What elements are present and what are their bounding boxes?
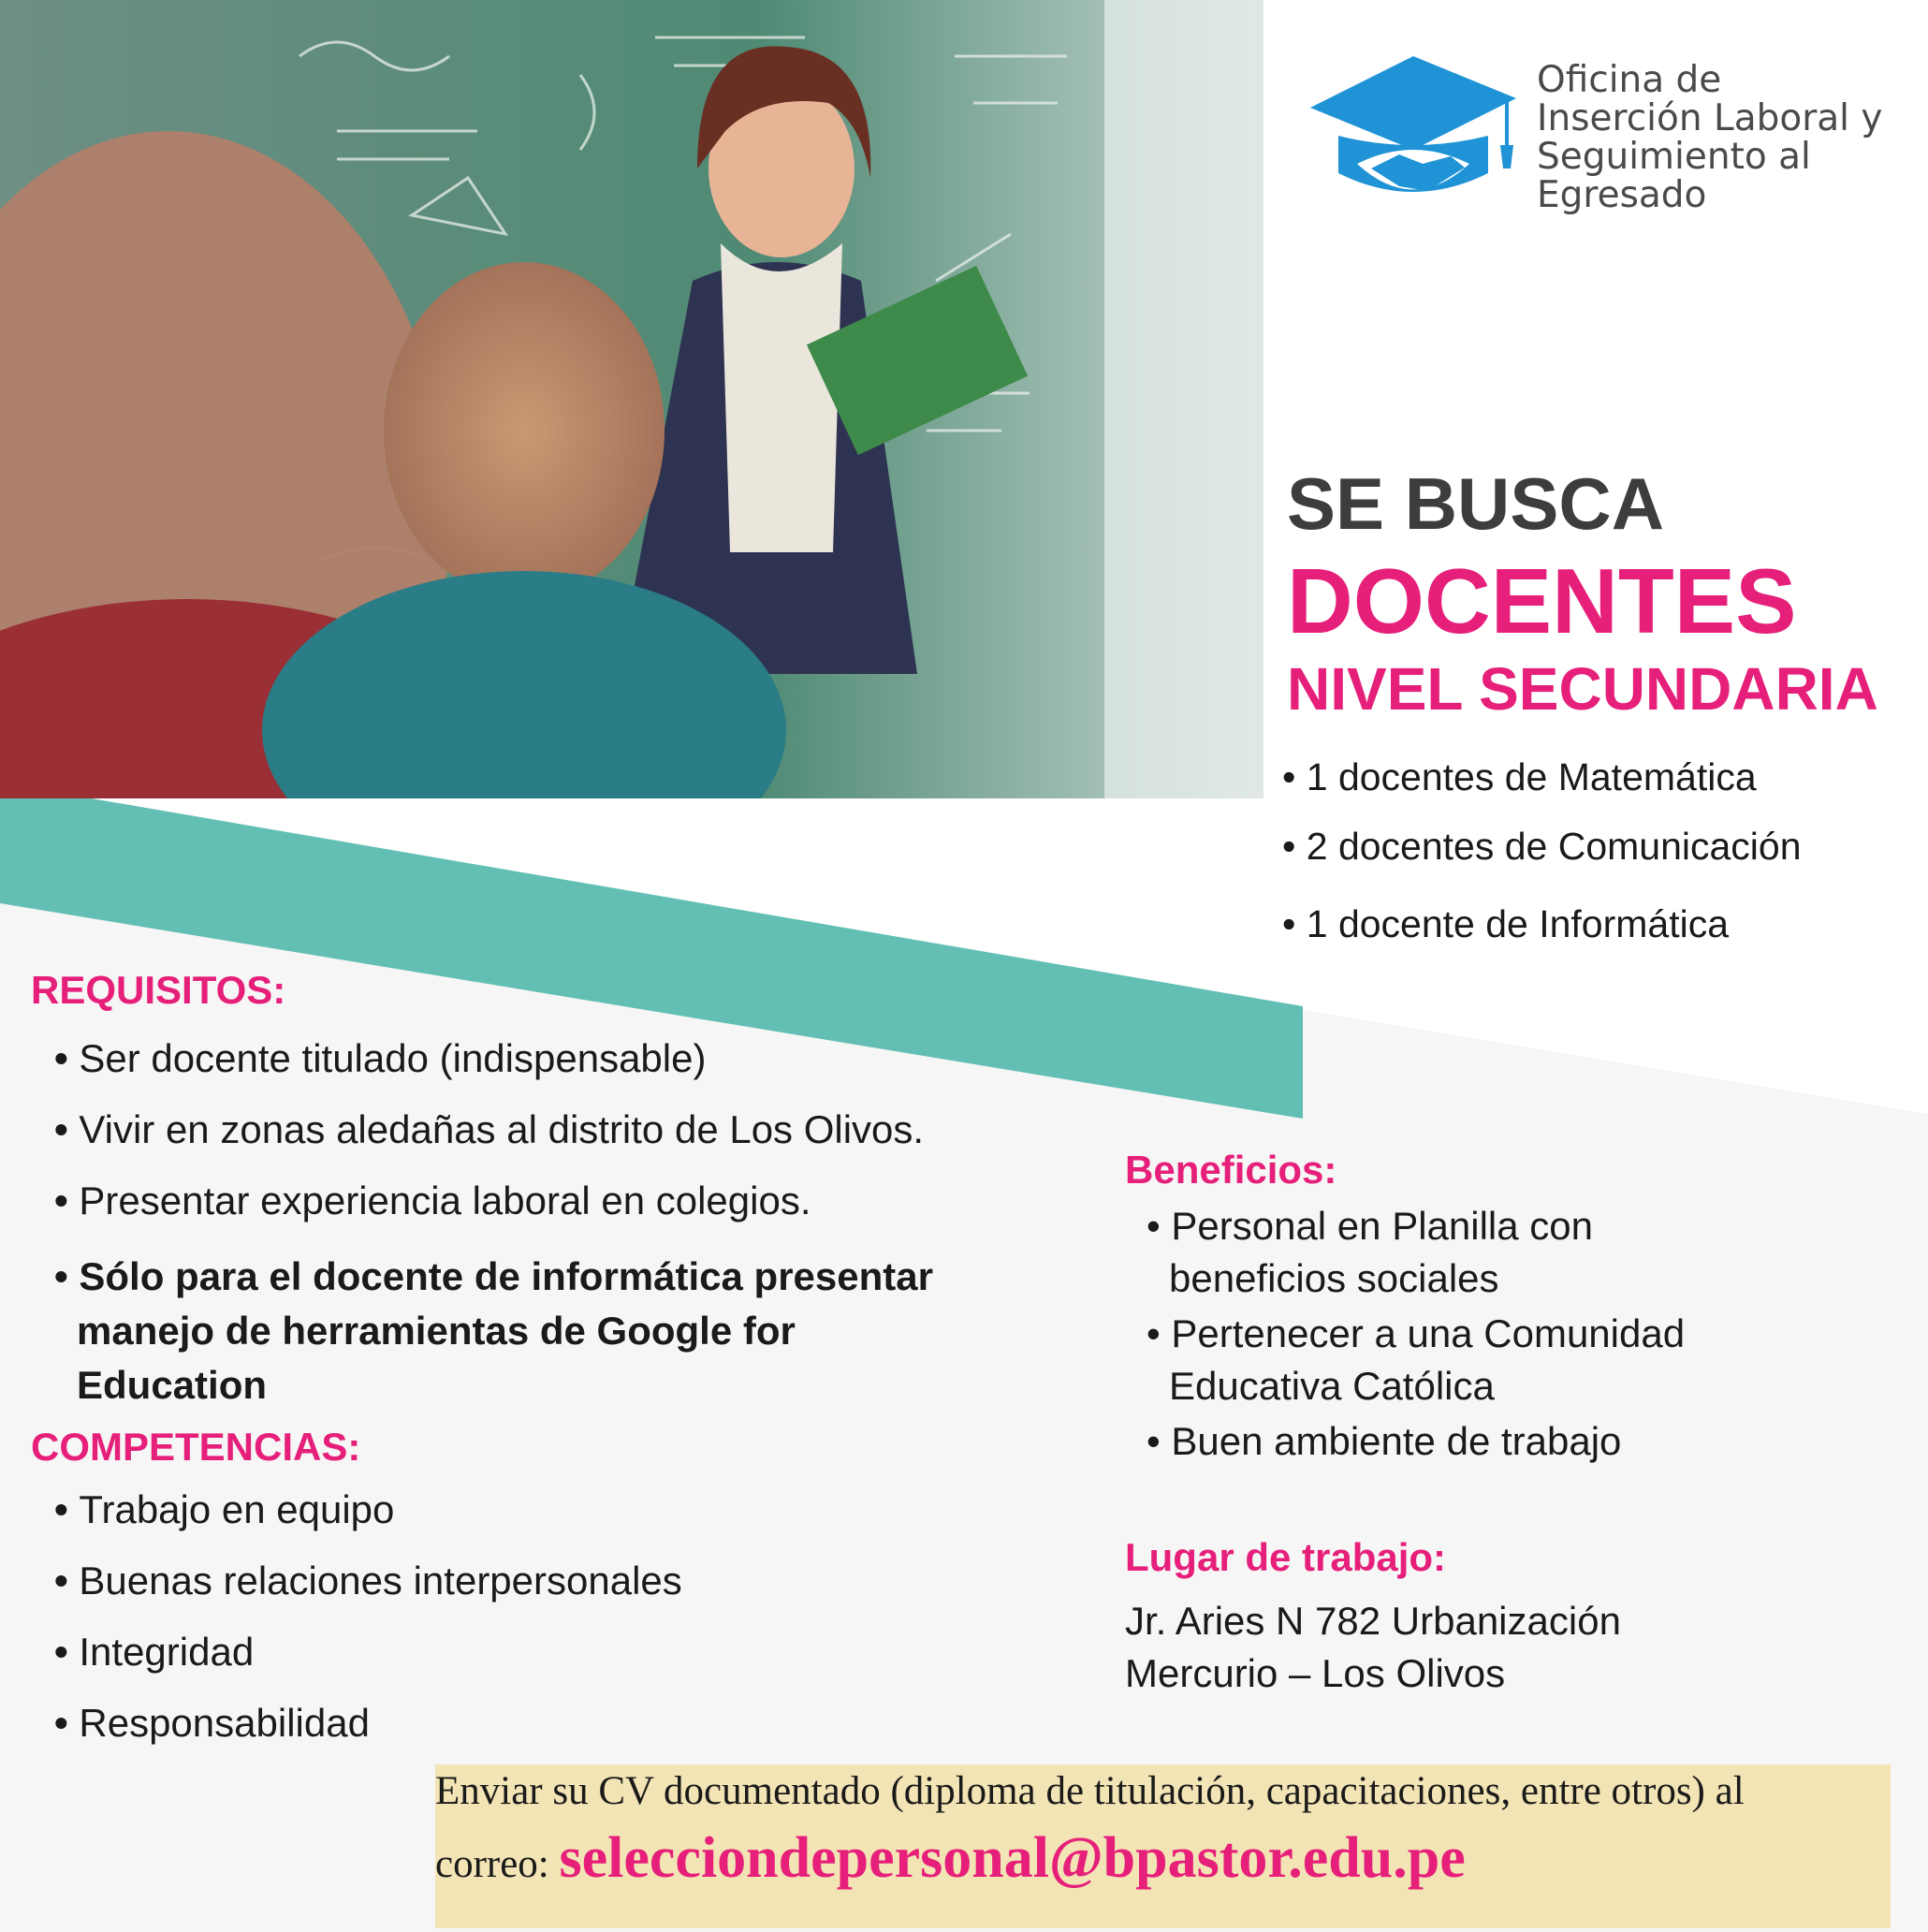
lugar-address-line-1: Jr. Aries N 782 Urbanización <box>1125 1599 1621 1643</box>
headline-nivel: NIVEL SECUNDARIA <box>1287 655 1878 723</box>
headline-docentes: DOCENTES <box>1287 549 1797 652</box>
requisito-item: • Ser docente titulado (indispensable) <box>54 1036 707 1080</box>
cv-email-prefix: correo: <box>435 1842 560 1886</box>
vacancy-item: • 1 docente de Informática <box>1282 902 1730 945</box>
cv-email-link[interactable]: selecciondepersonal@bpastor.edu.pe <box>559 1826 1466 1890</box>
requisito-item: • Vivir en zonas aledañas al distrito de Los Olivos. <box>54 1107 925 1151</box>
office-name-line-1: Oficina de <box>1537 59 1722 101</box>
requisito-item-informatica: • Sólo para el docente de informática presentar manejo de herramientas de Google for Education <box>54 1254 933 1407</box>
vacancy-item: • 2 docentes de Comunicación <box>1282 825 1802 868</box>
requisitos-title: REQUISITOS: <box>31 968 286 1012</box>
lugar-address <box>1125 1595 1780 1700</box>
competencia-item: • Trabajo en equipo <box>54 1487 395 1531</box>
cv-email-line <box>435 1825 1466 1892</box>
graduation-cap-handshake-icon <box>1301 51 1526 229</box>
beneficio-item: • Pertenecer a una Comunidad Educativa Católica <box>1147 1311 1686 1408</box>
office-logo <box>1301 51 1900 239</box>
requisito-item: • Presentar experiencia laboral en colegios. <box>54 1178 811 1222</box>
cv-instructions-text: Enviar su CV documentado (diploma de titulación, capacitaciones, entre otros) al <box>435 1769 1745 1813</box>
competencias-title: COMPETENCIAS: <box>31 1425 361 1469</box>
office-name-line-2: Inserción Laboral y <box>1537 97 1883 139</box>
vacancy-item: • 1 docentes de Matemática <box>1282 755 1757 798</box>
beneficios-title: Beneficios: <box>1125 1148 1337 1192</box>
lugar-address-line-2: Mercurio – Los Olivos <box>1125 1651 1506 1695</box>
beneficio-item: • Buen ambiente de trabajo <box>1147 1419 1622 1463</box>
competencia-item: • Buenas relaciones interpersonales <box>54 1559 682 1603</box>
classroom-photo <box>0 0 1263 798</box>
lugar-title: Lugar de trabajo: <box>1125 1535 1447 1579</box>
office-name-line-4: Egresado <box>1537 174 1707 216</box>
competencia-item: • Responsabilidad <box>54 1701 370 1745</box>
office-name-line-3: Seguimiento al <box>1537 136 1811 178</box>
beneficio-item: • Personal en Planilla con beneficios sociales <box>1147 1204 1593 1300</box>
office-name <box>1537 61 1882 214</box>
competencia-item: • Integridad <box>54 1630 255 1674</box>
headline-se-busca: SE BUSCA <box>1287 462 1665 545</box>
